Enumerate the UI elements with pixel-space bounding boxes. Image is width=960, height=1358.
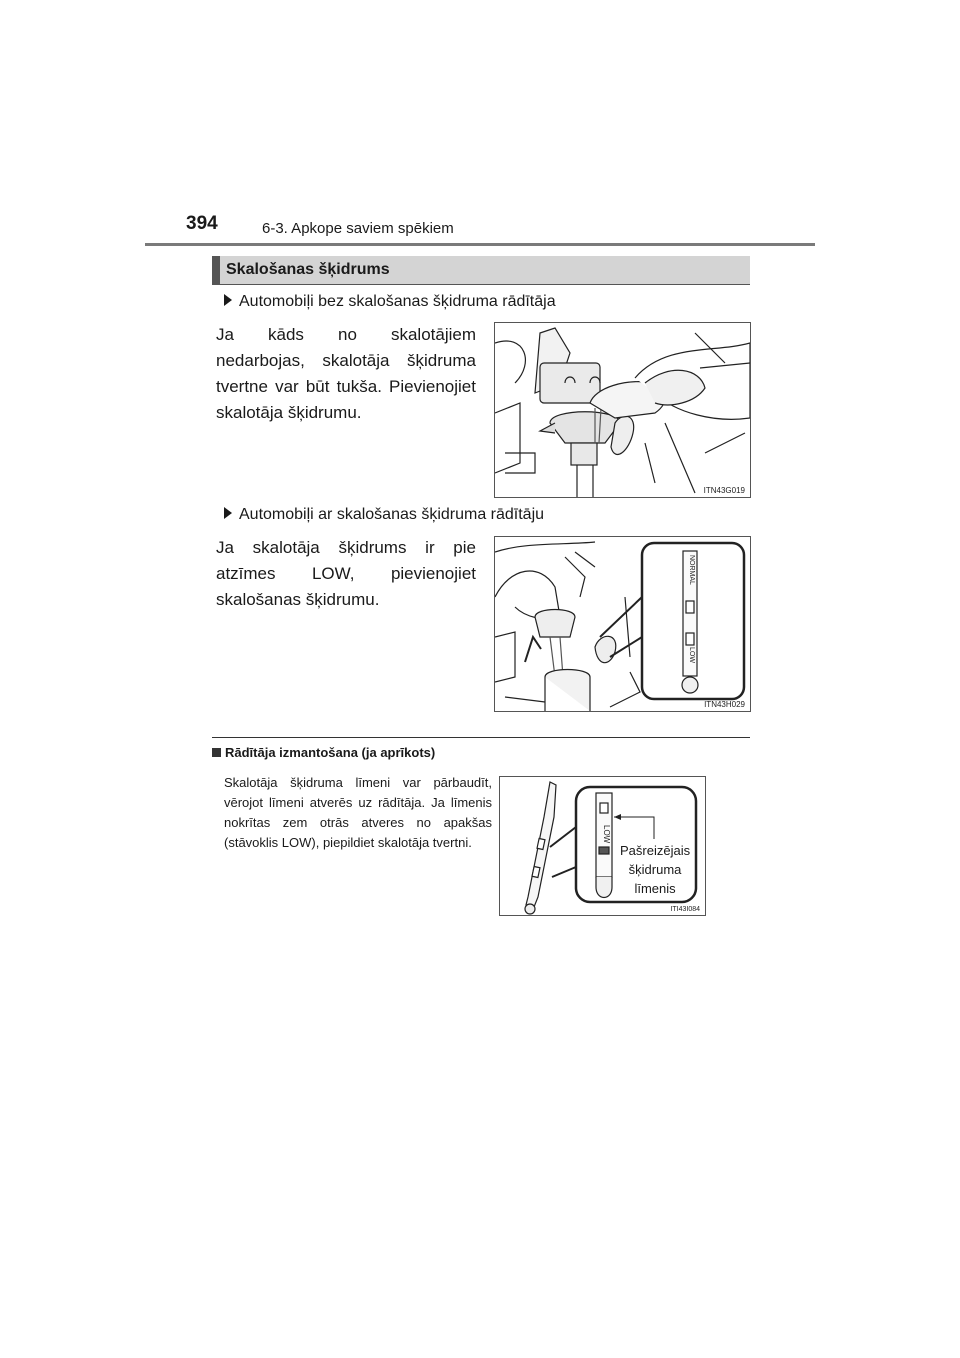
figure-gauge-level — [499, 776, 706, 916]
page-number: 394 — [186, 213, 218, 234]
section-heading — [212, 256, 750, 285]
gauge-normal-label: NORMAL — [688, 555, 695, 585]
paragraph-without-gauge: Ja kāds no skalotājiem nedarbojas, skalotāja šķidruma tvertne var būt tukša. Pievienojiet skalotāja šķidrumu. — [216, 325, 476, 422]
current-level-callout — [620, 841, 690, 898]
figure-code-1: ITN43G019 — [703, 486, 745, 495]
figure-code-3: ITI43I084 — [670, 906, 700, 913]
subheading-without-gauge-text: Automobiļi bez skalošanas šķidruma rādītāja — [239, 293, 556, 310]
figure-code-2: ITN43H029 — [704, 700, 745, 709]
section-title: 6-3. Apkope saviem spēkiem — [262, 220, 454, 237]
gauge-low-label: LOW — [688, 647, 695, 663]
heading-marker — [212, 256, 220, 284]
figure-refill-funnel — [494, 322, 751, 498]
triangle-bullet-icon — [224, 294, 232, 306]
triangle-bullet-icon — [224, 507, 232, 519]
note-divider — [212, 737, 750, 738]
note-heading — [212, 745, 435, 760]
callout-line-2: šķidruma — [628, 862, 682, 877]
subheading-without-gauge — [224, 293, 556, 311]
callout-line-1: Pašreizējais — [620, 843, 691, 858]
note-paragraph: Skalotāja šķidruma līmeni var pārbaudīt, vērojot līmeni atverēs uz rādītāja. Ja līmenis nokrītas zem otrās atveres no apakšas (stāvoklis LOW), piepildiet skalotāja tvertni. — [224, 775, 492, 850]
square-bullet-icon — [212, 748, 221, 757]
gauge-level-low-label: LOW — [602, 825, 611, 844]
paragraph-with-gauge: Ja skalotāja šķidrums ir pie atzīmes LOW, pievienojiet skalošanas šķidrumu. — [216, 538, 476, 609]
note-heading-text: Rādītāja izmantošana (ja aprīkots) — [225, 745, 436, 760]
subheading-with-gauge-text: Automobiļi ar skalošanas šķidruma rādītāju — [239, 506, 545, 523]
header-divider — [145, 243, 815, 246]
section-heading-text: Skalošanas šķidrums — [226, 261, 390, 278]
callout-line-3: līmenis — [634, 881, 676, 896]
subheading-with-gauge — [224, 506, 544, 524]
refill-funnel-illustration — [495, 323, 750, 497]
figure-refill-with-gauge — [494, 536, 751, 712]
refill-with-gauge-illustration — [495, 537, 750, 711]
